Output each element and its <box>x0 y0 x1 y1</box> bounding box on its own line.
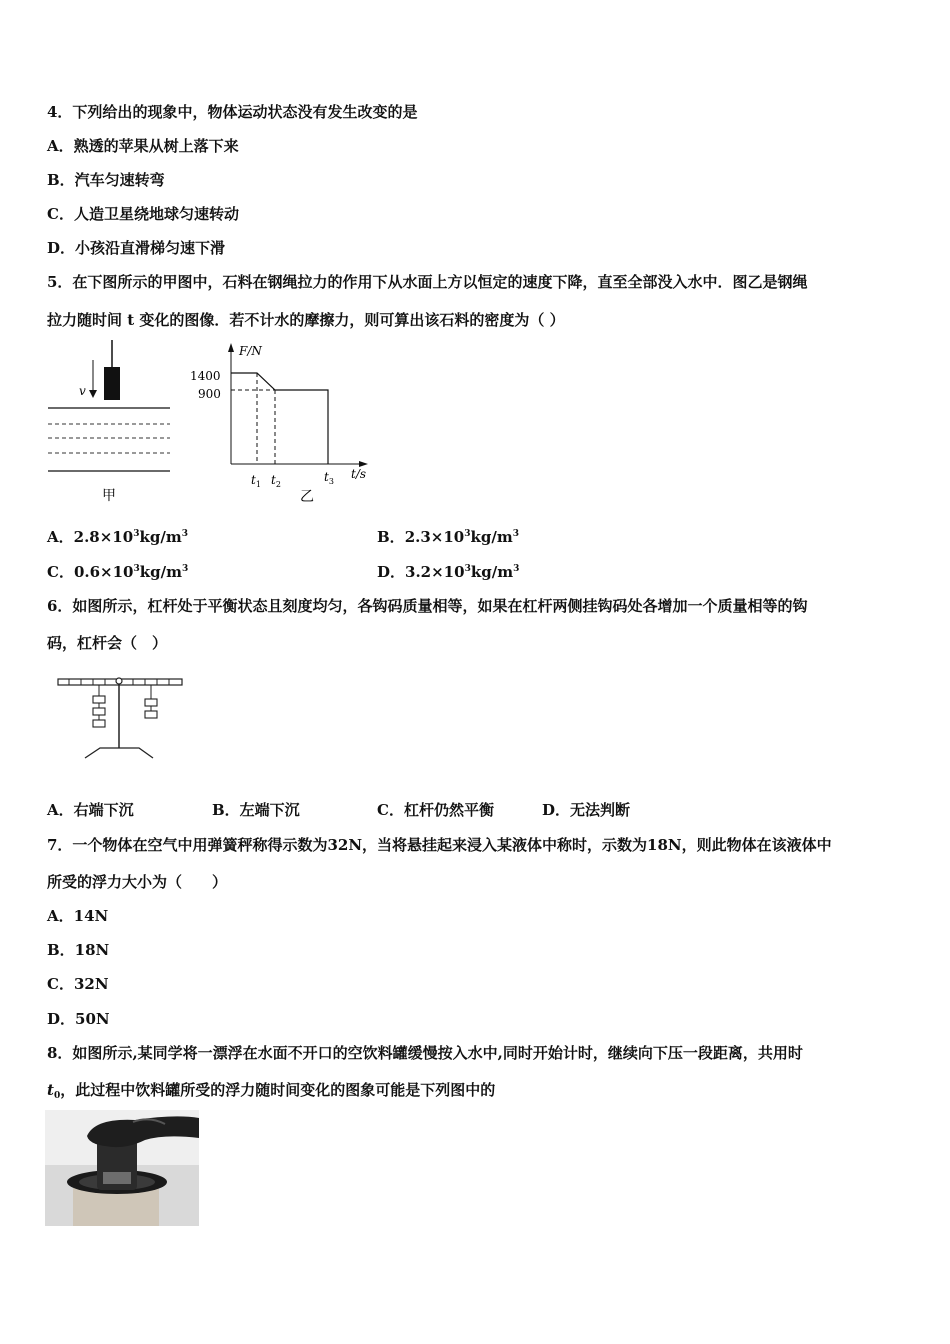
q8-stem-line1: 8．如图所示,某同学将一漂浮在水面不开口的空饮料罐缓慢按入水中,同时开始计时，继续向下压一段距离，共用时 <box>47 1044 803 1062</box>
x-axis-label: t/s <box>351 467 367 481</box>
q7-option-a: A．14N <box>47 907 109 925</box>
right-weight <box>145 711 157 718</box>
right-weight <box>145 699 157 706</box>
left-weight <box>93 696 105 703</box>
q7-option-b: B．18N <box>47 941 110 959</box>
q7-stem-line1: 7．一个物体在空气中用弹簧秤称得示数为32N，当将悬挂起来浸入某液体中称时，示数为18N，则此物体在该液体中 <box>47 836 832 854</box>
q6-option-a: A．右端下沉 <box>47 801 134 819</box>
q7-option-c: C．32N <box>47 975 109 993</box>
q6-stem-line2: 码，杠杆会（ ） <box>47 634 168 652</box>
q4-option-b: B．汽车匀速转弯 <box>47 171 165 189</box>
q7-stem-line2: 所受的浮力大小为（ ） <box>47 873 228 891</box>
q7-option-d: D．50N <box>47 1010 110 1028</box>
y-tick-1400: 1400 <box>190 369 221 383</box>
stone-block <box>104 367 120 400</box>
left-weight <box>93 708 105 715</box>
q4-option-c: C．人造卫星绕地球匀速转动 <box>47 205 239 223</box>
y-tick-900: 900 <box>198 387 221 401</box>
lever-pivot <box>116 678 122 684</box>
figure-yi <box>185 338 380 510</box>
y-axis-label: F/N <box>239 344 262 358</box>
q6-option-c: C．杠杆仍然平衡 <box>377 801 494 819</box>
can-photo <box>45 1110 199 1226</box>
can-label <box>103 1172 131 1184</box>
velocity-arrowhead <box>89 390 97 398</box>
q4-option-d: D．小孩沿直滑梯匀速下滑 <box>47 239 226 257</box>
figure-jia <box>40 338 185 508</box>
x-tick-t2: $t_2$ <box>271 473 281 489</box>
velocity-label: v <box>79 384 86 398</box>
q5-option-a: A．$2.8\times 10^3kg/m^3$ <box>47 528 188 546</box>
figure-yi-caption: 乙 <box>300 489 314 505</box>
left-weight <box>93 720 105 727</box>
q6-option-b: B．左端下沉 <box>212 801 300 819</box>
lever-stand-base <box>85 748 153 758</box>
q5-option-b: B．$2.3\times 10^3kg/m^3$ <box>377 528 519 546</box>
x-tick-t1: $t_1$ <box>251 473 261 489</box>
q5-option-d: D．$3.2\times 10^3kg/m^3$ <box>377 563 520 581</box>
q5-option-c: C．$0.6\times 10^3kg/m^3$ <box>47 563 189 581</box>
q5-stem-line1: 5．在下图所示的甲图中，石料在钢绳拉力的作用下从水面上方以恒定的速度下降，直至全部没入水中．图乙是钢绳 <box>47 273 808 291</box>
q4-option-a: A．熟透的苹果从树上落下来 <box>47 137 239 155</box>
lever-figure <box>55 668 190 768</box>
y-axis-arrowhead <box>228 343 234 352</box>
force-curve <box>231 373 328 464</box>
figure-jia-caption: 甲 <box>102 488 116 504</box>
q6-option-d: D．无法判断 <box>542 801 631 819</box>
q6-stem-line1: 6．如图所示，杠杆处于平衡状态且刻度均匀，各钩码质量相等，如果在杠杆两侧挂钩码处各增加一个质量相等的钩 <box>47 597 808 615</box>
q4-stem: 4．下列给出的现象中，物体运动状态没有发生改变的是 <box>47 103 418 121</box>
x-tick-t3: $t_3$ <box>324 470 334 486</box>
q8-stem-line2: $t_0$，此过程中饮料罐所受的浮力随时间变化的图象可能是下列图中的 <box>47 1081 496 1101</box>
q5-stem-line2: 拉力随时间 t 变化的图像．若不计水的摩擦力，则可算出该石料的密度为（ ） <box>47 311 565 329</box>
